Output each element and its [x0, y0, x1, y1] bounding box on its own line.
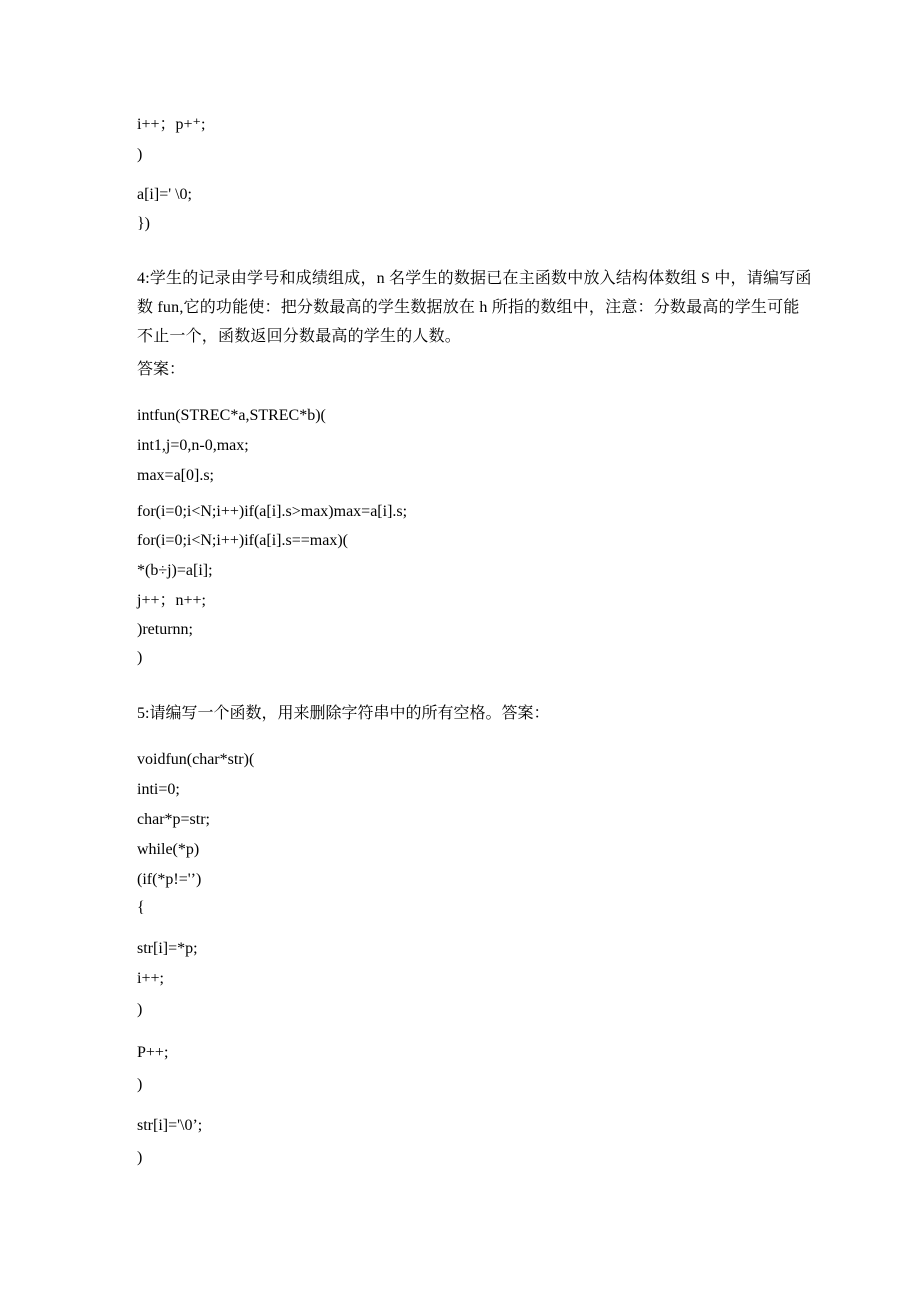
code-line: char*p=str;	[137, 811, 210, 828]
code-line: for(i=0;i<N;i++)if(a[i].s==max)(	[137, 532, 348, 549]
question-5-text: 5:请编写一个函数，用来删除字符串中的所有空格。答案：	[137, 705, 550, 722]
code-line: (if(*p!='ʼ)	[137, 871, 202, 888]
code-line: int1,j=0,n-0,max;	[137, 437, 249, 454]
code-line: for(i=0;i<N;i++)if(a[i].s>max)max=a[i].s;	[137, 503, 408, 520]
code-line: P++;	[137, 1044, 169, 1061]
answer-label: 答案：	[137, 361, 186, 378]
code-line: j++；n++;	[137, 592, 206, 609]
code-line: voidfun(char*str)(	[137, 751, 255, 768]
code-line: a[i]=' \0;	[137, 186, 192, 203]
question-line: 4:学生的记录由学号和成绩组成，n 名学生的数据已在主函数中放入结构体数组 S 中，请编写函	[137, 270, 812, 287]
code-line: str[i]=*p;	[137, 940, 198, 957]
code-line: str[i]='\0’;	[137, 1117, 203, 1134]
code-line: i++；p+⁺;	[137, 116, 206, 133]
code-line: )	[137, 1149, 143, 1166]
question-line: 不止一个，函数返回分数最高的学生的人数。	[137, 328, 462, 345]
code-line: intfun(STREC*a,STREC*b)(	[137, 407, 326, 424]
code-line: i++;	[137, 970, 164, 987]
code-line: *(b÷j)=a[i];	[137, 562, 213, 579]
code-line: )	[137, 1001, 143, 1018]
code-line: )	[137, 146, 143, 163]
question-line: 数 fun,它的功能使：把分数最高的学生数据放在 h 所指的数组中，注意：分数最高的学生可能	[137, 299, 800, 316]
code-line: max=a[0].s;	[137, 467, 214, 484]
code-line: )	[137, 1076, 143, 1093]
code-line: while(*p)	[137, 841, 200, 858]
code-line: })	[137, 215, 151, 232]
code-line: {	[137, 899, 145, 916]
code-line: )returnn;	[137, 621, 193, 638]
code-line: inti=0;	[137, 781, 180, 798]
code-line: )	[137, 649, 143, 666]
question-4-text	[137, 264, 812, 351]
